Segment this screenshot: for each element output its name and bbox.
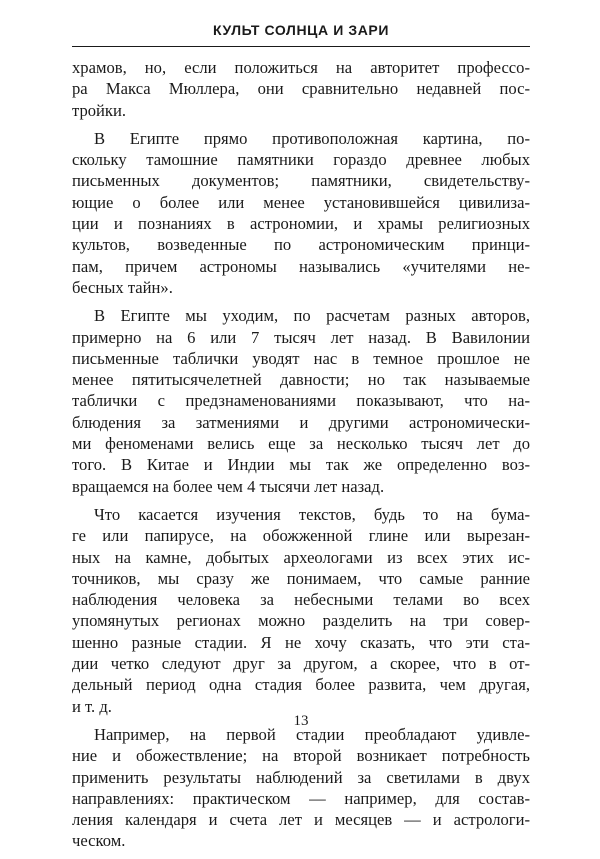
paragraph (72, 724, 530, 852)
text-line: таблички с предзнаменованиями показывают, что на- (72, 391, 530, 411)
text-line: ми феноменами велись еще за несколько тысяч лет до (72, 434, 530, 454)
text-line: ра Макса Мюллера, они сравнительно недавней пос- (72, 79, 530, 99)
text-line: храмов, но, если положиться на авторитет профессо- (72, 58, 530, 77)
text-line: менее пятитысячелетней давности; но так называемые (72, 370, 530, 390)
text-line: Что касается изучения текстов, будь то на бума- (94, 504, 530, 524)
text-line: культов, возведенные по астрономическим принци- (72, 235, 530, 255)
paragraph (72, 504, 530, 717)
text-line: точников, мы сразу же понимаем, что самые ранние (72, 568, 530, 588)
text-line: письменные таблички уводят нас в темное прошлое не (72, 348, 530, 368)
text-line: бесных тайн». (72, 277, 173, 297)
text-line: наблюдения человека за небесными телами во всех (72, 590, 530, 610)
text-line: блюдения за затмениями и другими астрономически- (72, 412, 530, 432)
text-line: В Египте мы уходим, по расчетам разных авторов, (94, 306, 530, 326)
text-line: примерно на 6 или 7 тысяч лет назад. В Вавилонии (72, 327, 530, 347)
text-line: того. В Китае и Индии мы так же определенно воз- (72, 455, 530, 475)
running-head: КУЛЬТ СОЛНЦА И ЗАРИ (212, 22, 390, 38)
paragraph (72, 128, 530, 298)
text-line: и т. д. (72, 696, 112, 716)
text-line: В Египте прямо противоположная картина, по- (94, 128, 530, 148)
page-number: 13 (293, 713, 309, 729)
header-rule (72, 46, 530, 47)
paragraph (72, 305, 530, 497)
text-line: упомянутых регионах можно разделить на три совер- (72, 611, 530, 631)
text-line: ных на камне, добытых археологами из всех этих ис- (72, 547, 530, 567)
text-line: письменных документов; памятники, свидетельству- (72, 171, 530, 191)
text-line: шенно разные стадии. Я не хочу сказать, что эти ста- (72, 632, 530, 652)
paragraph (72, 57, 530, 121)
text-line: ге или папирусе, на обожженной глине или вырезан- (72, 526, 530, 546)
text-line: скольку тамошние памятники гораздо древнее любых (72, 150, 530, 170)
text-line: ции и познаниях в астрономии, и храмы религиозных (72, 214, 530, 234)
text-line: ющие о более или менее установившейся цивилиза- (72, 192, 530, 212)
text-line: дельный период одна стадия более развита, чем другая, (72, 675, 530, 695)
text-line: тройки. (72, 100, 127, 120)
text-line: вращаемся на более чем 4 тысячи лет назад. (72, 476, 385, 496)
text-line: направлениях: практическом — например, для состав- (72, 788, 530, 808)
text-line: дии четко следуют друг за другом, а скорее, что в от- (72, 654, 530, 674)
text-line: ческом. (72, 831, 126, 851)
text-line: пам, причем астрономы назывались «учителями не- (72, 256, 530, 276)
text-line: применить результаты наблюдений за светилами в двух (72, 767, 530, 787)
body-text (72, 57, 530, 859)
text-line: ления календаря и счета лет и месяцев — и астрологи- (72, 810, 530, 830)
text-line: ние и обожествление; на второй возникает потребность (72, 746, 530, 766)
text-line: Например, на первой стадии преобладают удивле- (94, 724, 530, 744)
